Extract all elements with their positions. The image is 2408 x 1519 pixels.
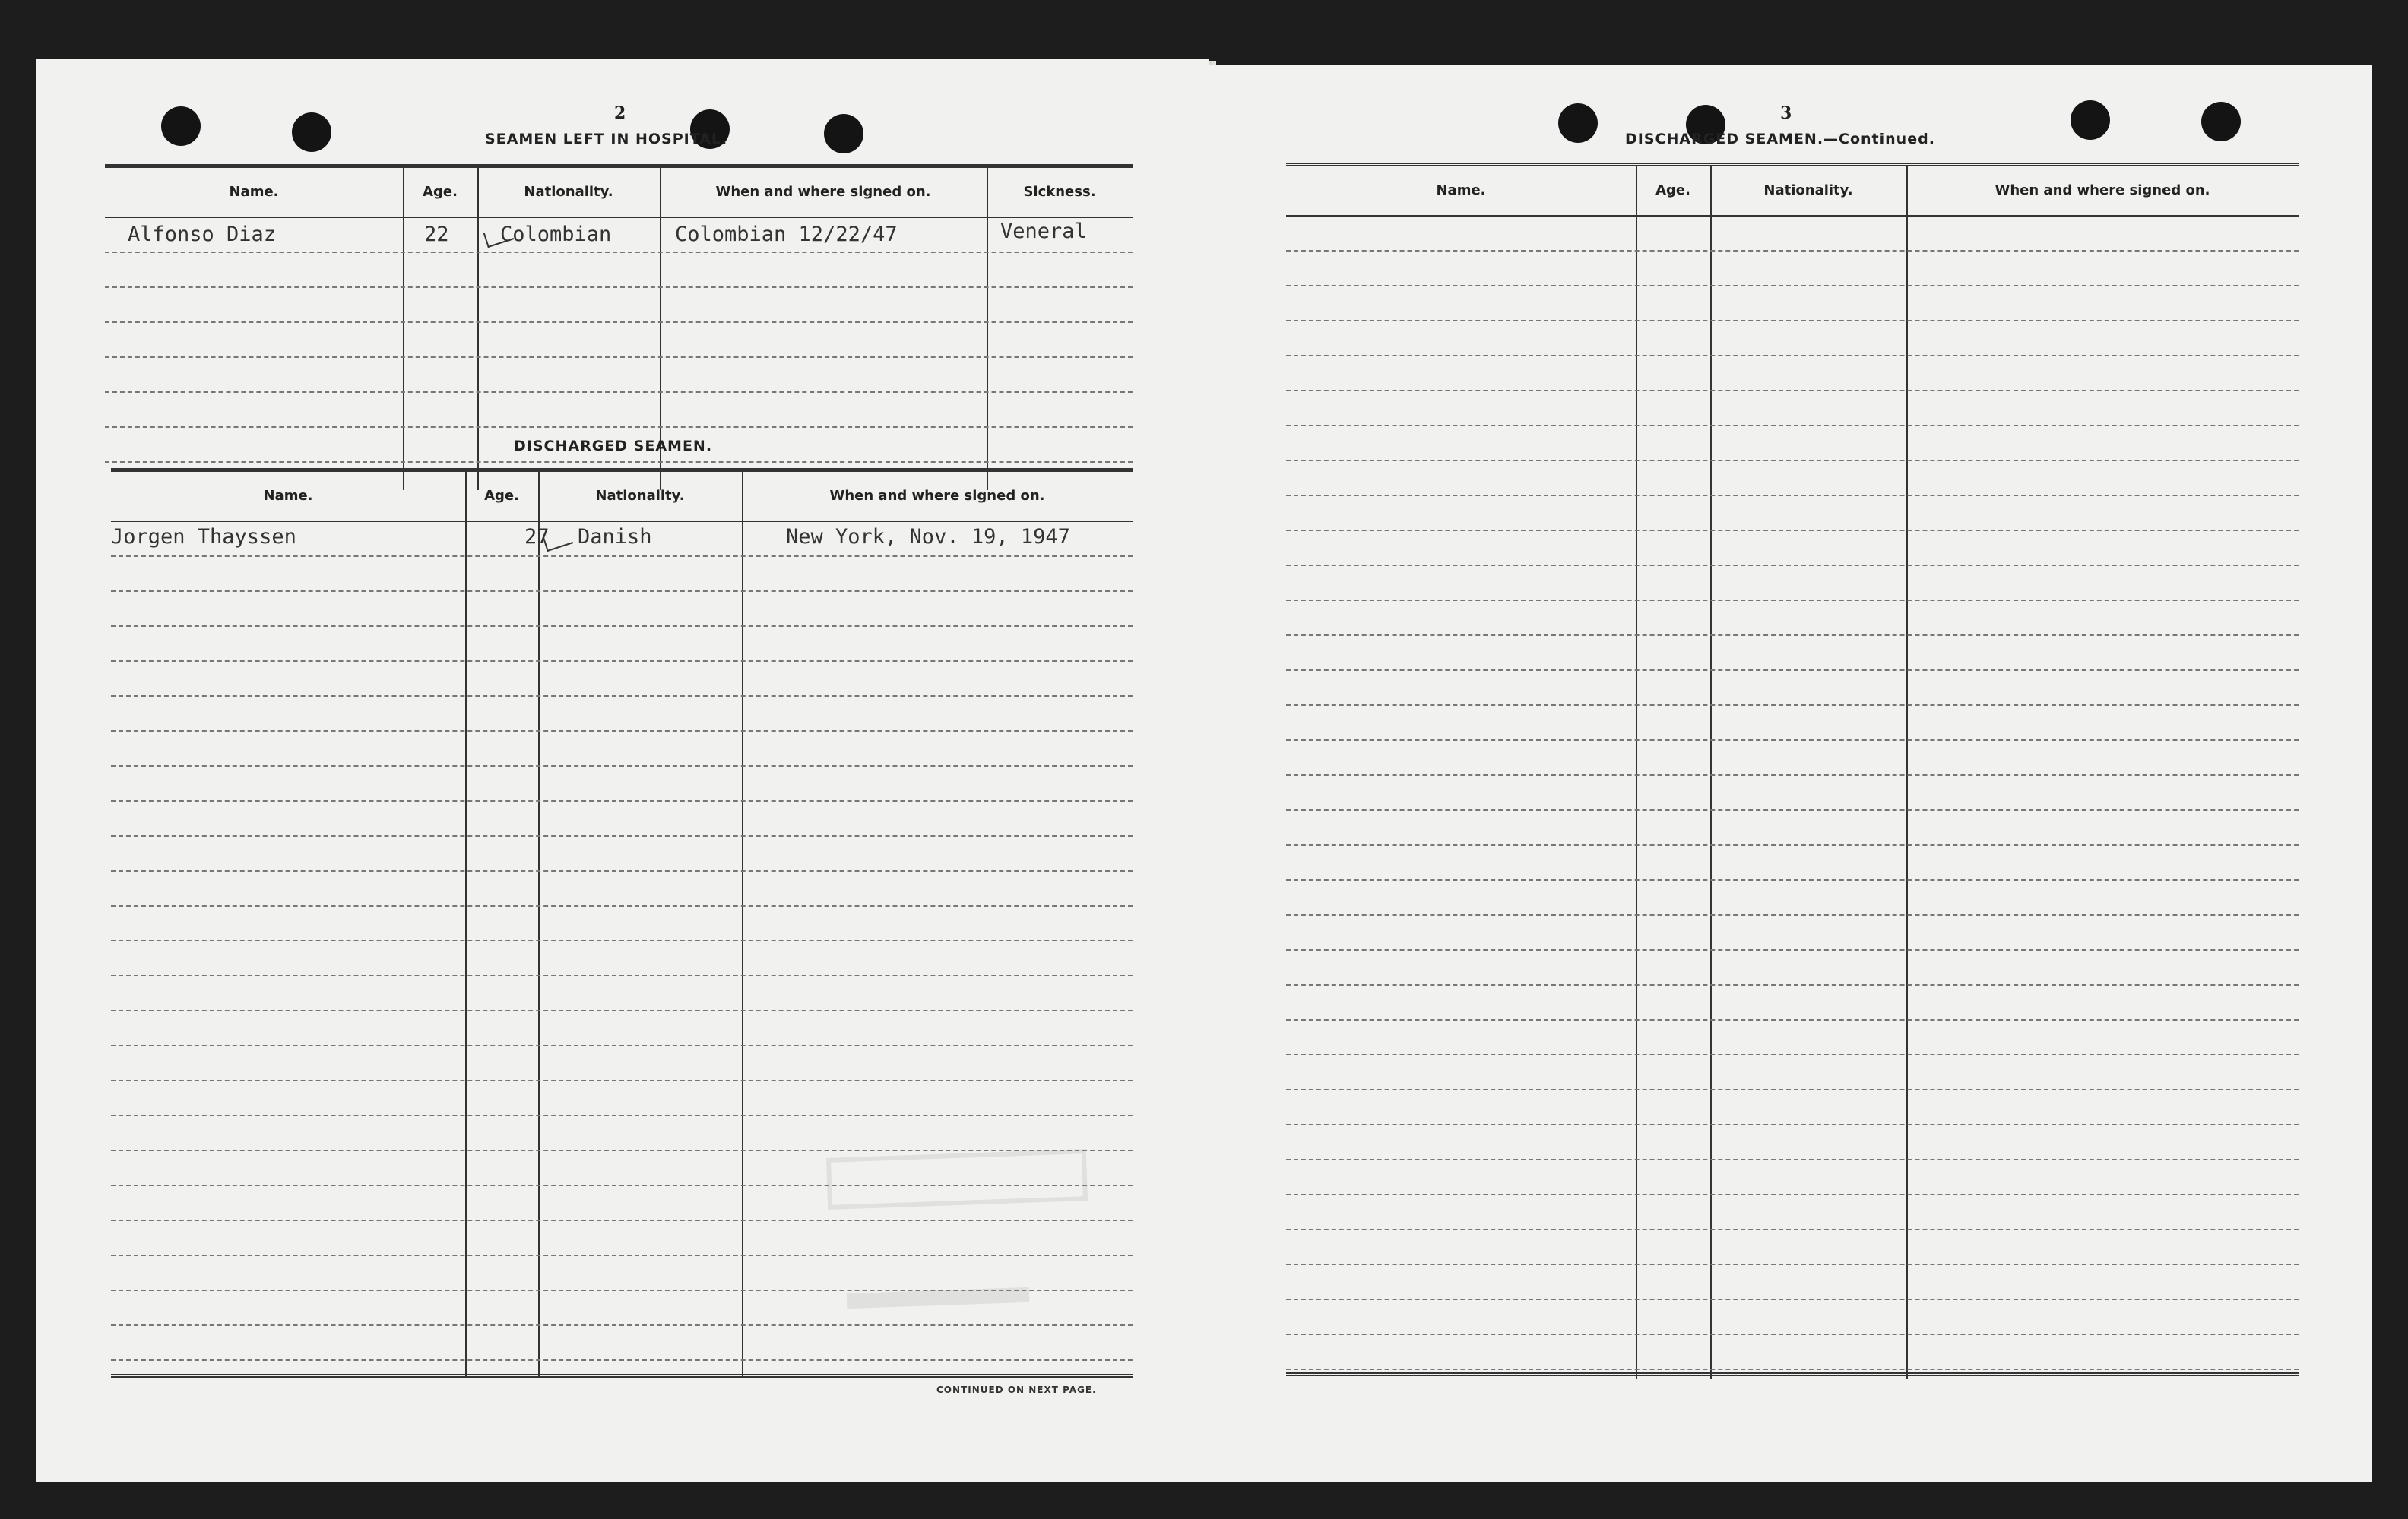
page-number: 3	[1780, 103, 1792, 123]
row-rule	[111, 1115, 1133, 1116]
punch-hole	[2071, 100, 2110, 140]
row-rule	[1286, 984, 2299, 986]
discharged-table	[111, 468, 1133, 1376]
row-rule	[1286, 1299, 2299, 1300]
column-divider	[987, 168, 988, 490]
row-rule	[1286, 1054, 2299, 1055]
row-rule	[1286, 669, 2299, 671]
bottom-rule	[111, 1374, 1133, 1378]
row-rule	[1286, 774, 2299, 776]
col-header-nationality: Nationality.	[1763, 182, 1853, 198]
row-rule	[111, 590, 1133, 592]
page-number: 2	[614, 103, 626, 123]
row-rule	[1286, 460, 2299, 461]
row-rule	[1286, 250, 2299, 252]
column-divider	[1710, 166, 1712, 1379]
row-rule	[1286, 1229, 2299, 1230]
discharged-continued-table	[1286, 163, 2299, 1379]
col-header-signed-on: When and where signed on.	[1995, 182, 2210, 198]
row-rule	[1286, 1124, 2299, 1125]
row-rule	[111, 1150, 1133, 1151]
punch-hole	[292, 112, 331, 152]
row-rule	[111, 835, 1133, 837]
row-rule	[1286, 809, 2299, 811]
row-rule	[1286, 634, 2299, 636]
row-rule	[1286, 1159, 2299, 1160]
col-header-name: Name.	[1436, 182, 1486, 198]
row-rule	[105, 391, 1133, 393]
discharged-continued-title: DISCHARGED SEAMEN.—Continued.	[1625, 131, 1935, 147]
row-rule	[111, 1010, 1133, 1011]
row-rule	[1286, 425, 2299, 426]
row-rule	[111, 800, 1133, 802]
col-header-age: Age.	[484, 488, 519, 504]
bottom-rule	[1286, 1372, 2299, 1376]
row-rule	[1286, 844, 2299, 846]
faded-stamp	[826, 1149, 1088, 1210]
col-header-age: Age.	[423, 184, 458, 200]
row-rule	[111, 905, 1133, 907]
row-rule	[1286, 320, 2299, 321]
row-rule	[105, 426, 1133, 428]
row-rule	[1286, 530, 2299, 531]
discharged-entry-age: 27	[524, 525, 550, 549]
row-rule	[111, 695, 1133, 697]
row-rule	[1286, 949, 2299, 951]
row-rule	[111, 940, 1133, 941]
punch-hole	[824, 114, 863, 153]
row-rule	[111, 975, 1133, 976]
discharged-entry-signed-on: New York, Nov. 19, 1947	[786, 525, 1070, 549]
row-rule	[1286, 879, 2299, 881]
column-divider	[477, 168, 479, 490]
column-divider	[465, 472, 467, 1376]
right-page	[1209, 65, 2372, 1482]
row-rule	[1286, 600, 2299, 601]
discharged-entry-nationality: Danish	[578, 525, 652, 549]
hospital-entry-age: 22	[424, 223, 449, 246]
hospital-entry-sickness: Veneral	[1000, 220, 1087, 243]
row-rule	[111, 1255, 1133, 1256]
header-rule	[105, 217, 1133, 218]
row-rule	[111, 870, 1133, 872]
row-rule	[1286, 1334, 2299, 1335]
left-page	[36, 59, 1209, 1482]
row-rule	[105, 286, 1133, 288]
header-rule	[111, 521, 1133, 522]
col-header-signed-on: When and where signed on.	[715, 184, 931, 200]
hospital-entry-nationality: Colombian	[500, 223, 612, 246]
row-rule	[1286, 704, 2299, 706]
column-divider	[1636, 166, 1637, 1379]
row-rule	[105, 356, 1133, 358]
row-rule	[111, 1045, 1133, 1046]
row-rule	[111, 625, 1133, 627]
row-rule	[1286, 355, 2299, 356]
header-rule	[1286, 215, 2299, 217]
col-header-signed-on: When and where signed on.	[829, 488, 1045, 504]
hospital-entry-name: Alfonso Diaz	[128, 223, 277, 246]
hospital-section-title: SEAMEN LEFT IN HOSPITAL.	[485, 131, 728, 147]
row-rule	[105, 252, 1133, 253]
row-rule	[1286, 390, 2299, 391]
row-rule	[1286, 914, 2299, 916]
row-rule	[111, 1220, 1133, 1221]
row-rule	[1286, 1194, 2299, 1195]
punch-hole	[161, 106, 201, 146]
row-rule	[1286, 1019, 2299, 1021]
punch-hole	[2201, 102, 2241, 141]
row-rule	[1286, 1264, 2299, 1265]
row-rule	[105, 321, 1133, 323]
row-rule	[111, 765, 1133, 767]
hospital-entry-signed-on: Colombian 12/22/47	[675, 223, 898, 246]
column-divider	[403, 168, 404, 490]
col-header-sickness: Sickness.	[1023, 184, 1096, 200]
row-rule	[1286, 739, 2299, 741]
row-rule	[111, 555, 1133, 557]
col-header-nationality: Nationality.	[524, 184, 613, 200]
column-divider	[742, 472, 743, 1376]
row-rule	[111, 1080, 1133, 1081]
discharged-entry-name: Jorgen Thayssen	[111, 525, 296, 549]
column-divider	[1906, 166, 1908, 1379]
row-rule	[1286, 565, 2299, 566]
row-rule	[1286, 1369, 2299, 1370]
row-rule	[1286, 1089, 2299, 1090]
row-rule	[1286, 495, 2299, 496]
col-header-name: Name.	[263, 488, 313, 504]
row-rule	[1286, 285, 2299, 286]
row-rule	[111, 1324, 1133, 1326]
discharged-section-title: DISCHARGED SEAMEN.	[514, 438, 713, 454]
continued-note: CONTINUED ON NEXT PAGE.	[936, 1385, 1097, 1395]
col-header-age: Age.	[1656, 182, 1690, 198]
row-rule	[105, 461, 1133, 463]
col-header-name: Name.	[229, 184, 279, 200]
col-header-nationality: Nationality.	[595, 488, 685, 504]
row-rule	[111, 660, 1133, 662]
row-rule	[111, 1359, 1133, 1361]
row-rule	[111, 730, 1133, 732]
column-divider	[538, 472, 540, 1376]
punch-hole	[1558, 103, 1598, 143]
